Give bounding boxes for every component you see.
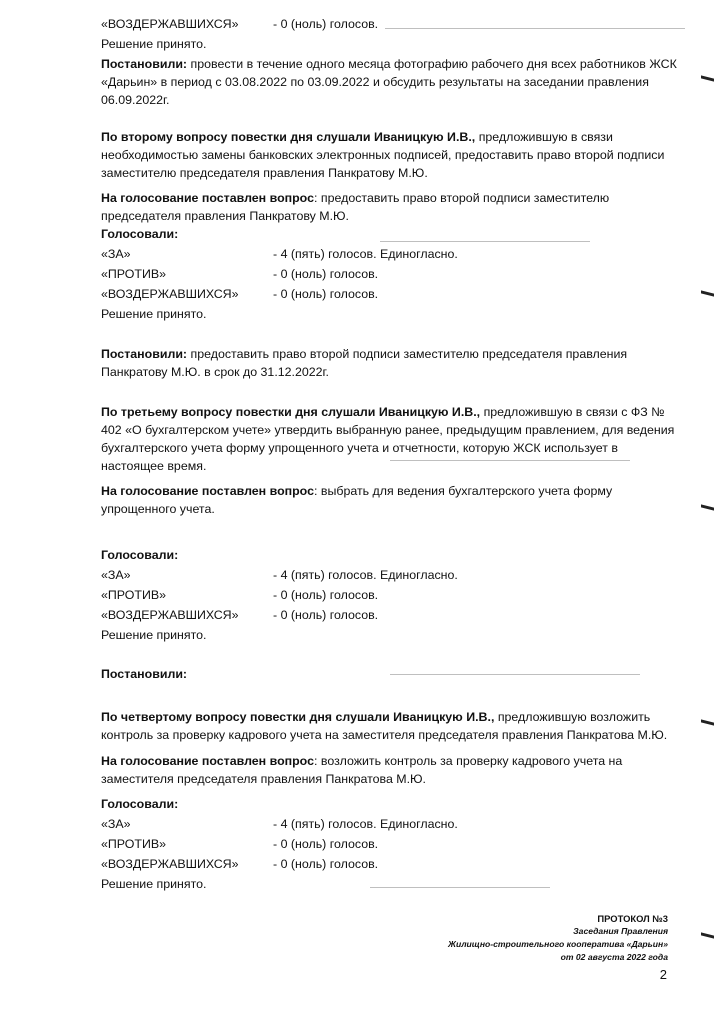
vote-option-label: «ЗА» <box>101 568 131 582</box>
scan-edge-mark <box>701 75 714 81</box>
scan-artifact-line <box>390 674 640 675</box>
vote-question-text: : предоставить право второй подписи заместителю председателя правления Панкратову М.Ю. <box>101 191 610 223</box>
question-text: предложившую в связи необходимостью замены банковских электронных подписей, предоставить право второй подписи заместителю председателя правления Панкратову М.Ю. <box>101 130 665 180</box>
question-heading: По второму вопросу повестки дня слушали Иваницкую И.В., <box>101 130 476 144</box>
scan-artifact-line <box>380 241 590 242</box>
decision-text: Решение принято. <box>101 877 207 891</box>
footer-cooperative: Жилищно-строительного кооператива «Дарьин» <box>447 939 668 949</box>
vote-question-text: : выбрать для ведения бухгалтерского учета форму упрощенного учета. <box>101 484 613 516</box>
resolution-label: Постановили: <box>101 57 188 71</box>
vote-option-value: - 0 (ноль) голосов. <box>273 857 379 871</box>
decision-text: Решение принято. <box>101 628 207 642</box>
vote-option-value: - 0 (ноль) голосов. <box>273 267 379 281</box>
top-vote-block <box>101 14 681 54</box>
vote-row-abstain <box>101 284 681 304</box>
vote-option-label: «ЗА» <box>101 247 131 261</box>
scan-artifact-line <box>370 887 550 888</box>
vote-option-label: «ВОЗДЕРЖАВШИХСЯ» <box>101 608 239 622</box>
question-3-voting <box>101 545 681 645</box>
question-4-vote-question <box>101 752 681 788</box>
vote-row-for <box>101 814 681 834</box>
page-number: 2 <box>659 967 667 982</box>
question-3-vote-question <box>101 482 681 518</box>
decision-text: Решение принято. <box>101 307 207 321</box>
voted-label: Голосовали: <box>101 227 179 241</box>
vote-option-value: - 4 (пять) голосов. Единогласно. <box>273 817 458 831</box>
vote-option-value: - 0 (ноль) голосов. <box>273 837 379 851</box>
vote-option-label: «ПРОТИВ» <box>101 588 167 602</box>
scan-edge-mark <box>701 290 714 296</box>
vote-row-for <box>101 565 681 585</box>
footer-protocol-title: ПРОТОКОЛ №3 <box>597 913 668 924</box>
vote-option-value: - 0 (ноль) голосов. <box>273 17 379 31</box>
question-heading: По четвертому вопросу повестки дня слушали Иваницкую И.В., <box>101 710 495 724</box>
vote-row-abstain <box>101 854 681 874</box>
question-3-intro <box>101 403 681 475</box>
vote-row-abstain <box>101 605 681 625</box>
vote-option-value: - 0 (ноль) голосов. <box>273 287 379 301</box>
scan-artifact-line <box>385 28 685 29</box>
resolution-text: провести в течение одного месяца фотографию рабочего дня всех работников ЖСК «Дарьин» в период с 03.08.2022 по 03.09.2022 и обсудить результаты на заседании правления 06.09.2022г. <box>101 57 677 107</box>
vote-row-against <box>101 585 681 605</box>
vote-question-text: : возложить контроль за проверку кадрового учета на заместителя председателя правления Панкратова М.Ю. <box>101 754 623 786</box>
vote-question-label: На голосование поставлен вопрос <box>101 484 314 498</box>
question-2-resolution <box>101 345 681 381</box>
vote-option-value: - 0 (ноль) голосов. <box>273 588 379 602</box>
scan-edge-mark <box>701 932 714 938</box>
resolution-label: Постановили: <box>101 667 188 681</box>
question-text: предложившую возложить контроль за проверку кадрового учета на заместителя председателя правления Панкратова М.Ю. <box>101 710 668 742</box>
resolution-text: предоставить право второй подписи заместителю председателя правления Панкратову М.Ю. в срок до 31.12.2022г. <box>101 347 628 379</box>
question-2-voting <box>101 224 681 324</box>
voted-label: Голосовали: <box>101 548 179 562</box>
resolution-label: Постановили: <box>101 347 188 361</box>
vote-question-label: На голосование поставлен вопрос <box>101 754 314 768</box>
vote-option-label: «ПРОТИВ» <box>101 837 167 851</box>
question-4-intro <box>101 708 681 744</box>
scan-artifact-line <box>390 460 630 461</box>
vote-option-value: - 0 (ноль) голосов. <box>273 608 379 622</box>
vote-question-label: На голосование поставлен вопрос <box>101 191 314 205</box>
vote-option-label: «ВОЗДЕРЖАВШИХСЯ» <box>101 287 239 301</box>
decision-text: Решение принято. <box>101 37 207 51</box>
vote-row-against <box>101 834 681 854</box>
vote-row-for <box>101 244 681 264</box>
vote-row-abstain <box>101 14 681 34</box>
question-text: предложившую в связи с ФЗ № 402 «О бухгалтерском учете» утвердить выбранную ранее, предыдущим правлением, для ведения бухгалтерского учета форму упрощенного учета и отчетности, которую ЖСК использует в настоящее время. <box>101 405 675 473</box>
scan-edge-mark <box>701 504 714 510</box>
vote-option-label: «ВОЗДЕРЖАВШИХСЯ» <box>101 857 239 871</box>
vote-option-value: - 4 (пять) голосов. Единогласно. <box>273 568 458 582</box>
voted-label: Голосовали: <box>101 797 179 811</box>
vote-option-label: «ЗА» <box>101 817 131 831</box>
vote-option-label: «ВОЗДЕРЖАВШИХСЯ» <box>101 17 239 31</box>
question-4-voting <box>101 794 681 894</box>
vote-row-against <box>101 264 681 284</box>
resolution-1 <box>101 55 681 109</box>
scan-edge-mark <box>701 719 714 725</box>
vote-option-value: - 4 (пять) голосов. Единогласно. <box>273 247 458 261</box>
vote-option-label: «ПРОТИВ» <box>101 267 167 281</box>
question-heading: По третьему вопросу повестки дня слушали Иваницкую И.В., <box>101 405 481 419</box>
question-2-intro <box>101 128 681 182</box>
footer-date: от 02 августа 2022 года <box>560 952 668 962</box>
footer-meeting: Заседания Правления <box>573 926 668 936</box>
document-footer <box>448 912 668 964</box>
question-2-vote-question <box>101 189 681 225</box>
